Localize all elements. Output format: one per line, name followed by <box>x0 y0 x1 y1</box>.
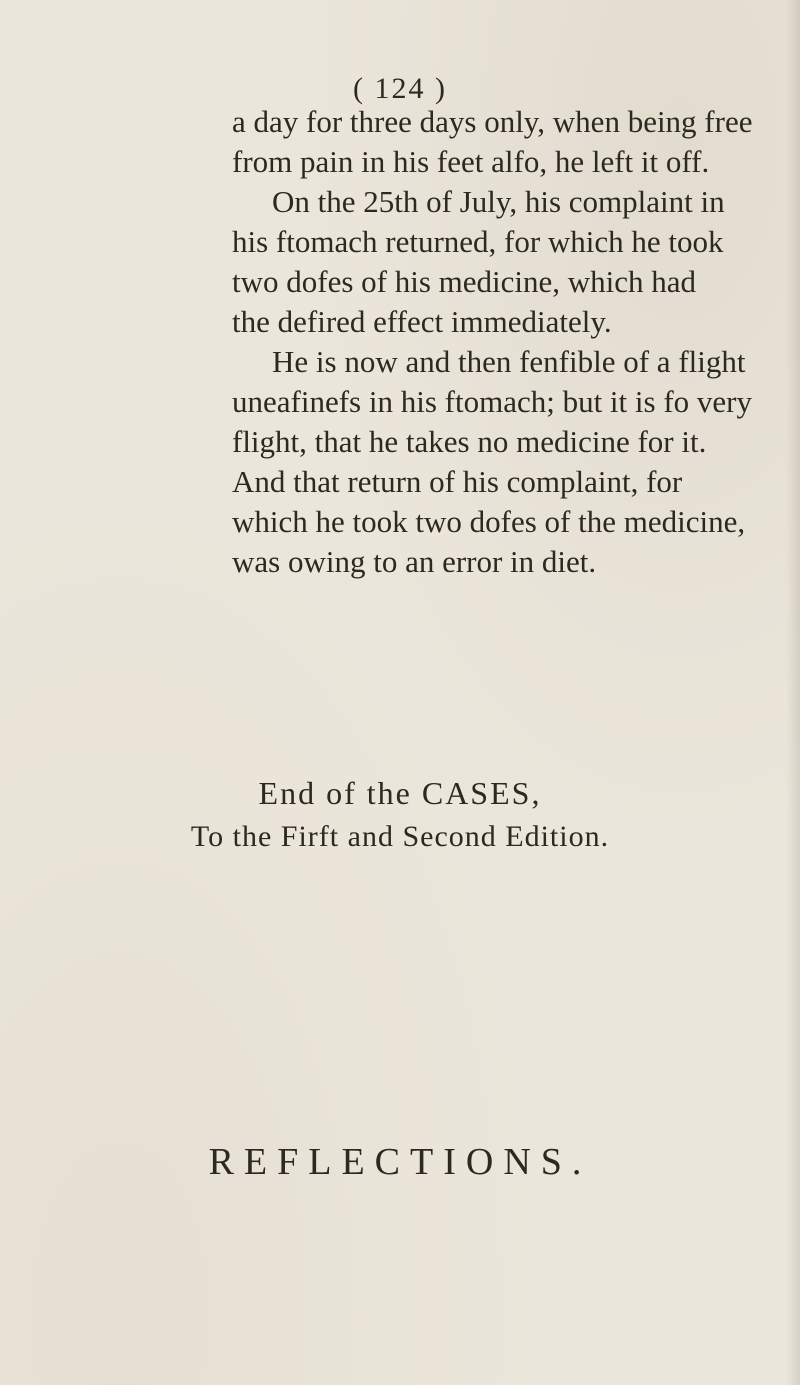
end-of-cases-heading: End of the CASES, <box>258 775 542 811</box>
text-line: his ftomach returned, for which he took <box>232 224 724 259</box>
text-line: from pain in his feet alfo, he left it off. <box>232 144 710 179</box>
text-line: was owing to an error in diet. <box>232 544 597 579</box>
text-line: He is now and then fenfible of a flight <box>272 344 746 379</box>
text-line: a day for three days only, when being free <box>232 104 753 139</box>
text-line: On the 25th of July, his complaint in <box>272 184 725 219</box>
body-text <box>232 102 753 582</box>
page-number: ( 124 ) <box>353 72 447 105</box>
text-line: uneafinefs in his ftomach; but it is fo very <box>232 384 752 419</box>
text-line: which he took two dofes of the medicine, <box>232 504 746 539</box>
text-line: flight, that he takes no medicine for it. <box>232 424 707 459</box>
text-line: the defired effect immediately. <box>232 304 612 339</box>
reflections-heading: REFLECTIONS. <box>208 1141 592 1183</box>
edition-line: To the Firft and Second Edition. <box>190 820 610 853</box>
text-line: two dofes of his medicine, which had <box>232 264 697 299</box>
text-line: And that return of his complaint, for <box>232 464 683 499</box>
